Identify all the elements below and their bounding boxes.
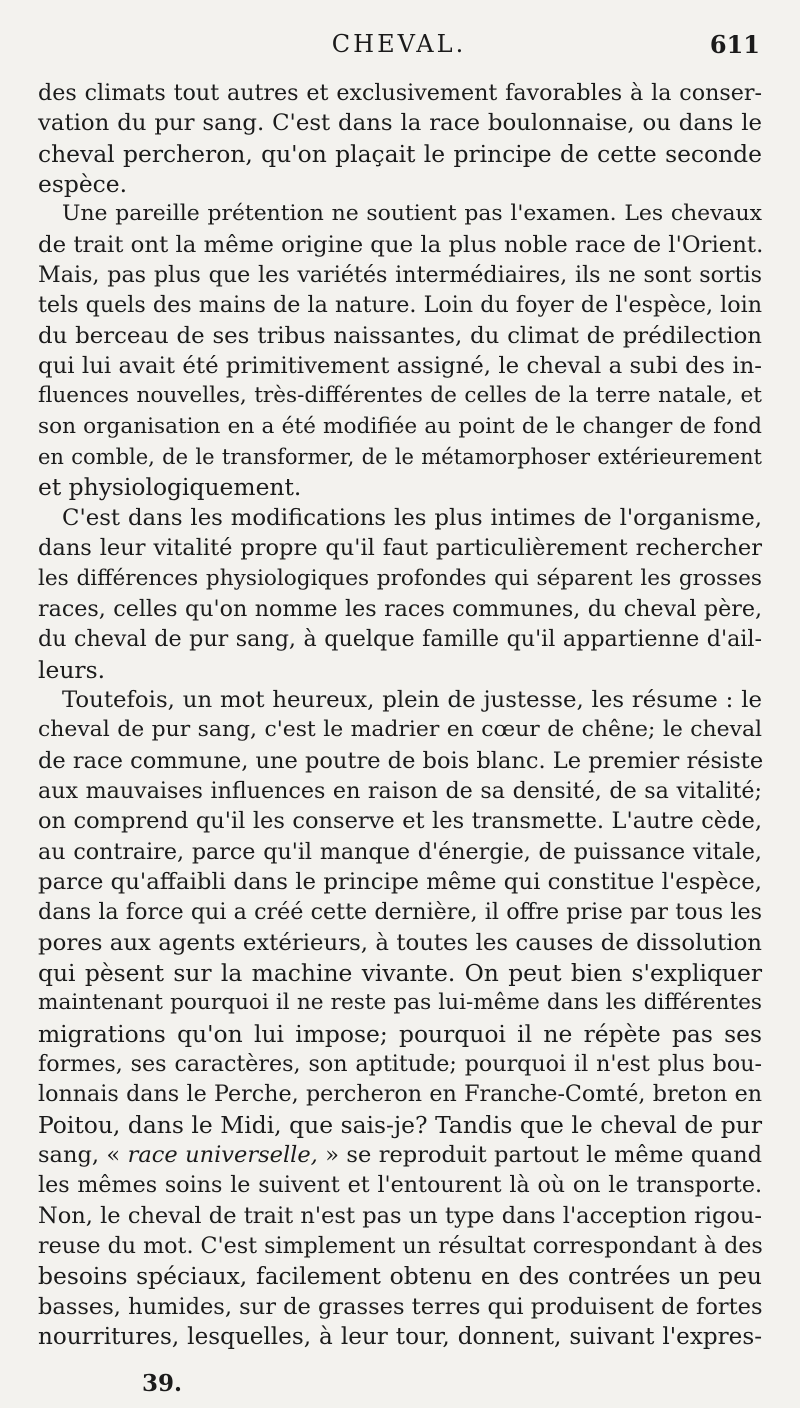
body-text [38,78,762,1352]
text-line: tels quels des mains de la nature. Loin du foyer de l'espèce, loin [38,292,762,319]
text-line: besoins spéciaux, facilement obtenu en des contrées un peu [38,1262,762,1291]
text-line: migrations qu'on lui impose; pourquoi il ne répète pas ses [38,1019,762,1048]
text-line: nourritures, lesquelles, à leur tour, donnent, suivant l'expres- [38,1324,762,1351]
text-line: formes, ses caractères, son aptitude; pourquoi il n'est plus bou- [38,1051,762,1077]
running-head [38,30,760,64]
text-line: Toutefois, un mot heureux, plein de justesse, les résume : le [62,686,762,713]
text-line: sang, « race universelle, » se reproduit partout le même quand [38,1142,763,1169]
text-line: cheval percheron, qu'on plaçait le principe de cette seconde [38,139,762,168]
text-line: du cheval de pur sang, à quelque famille qu'il appartienne d'ail- [38,626,762,653]
text-line: qui pèsent sur la machine vivante. On peut bien s'expliquer [38,958,762,987]
text-line: Poitou, dans le Midi, que sais-je? Tandis que le cheval de pur [38,1110,762,1139]
text-line: de trait ont la même origine que la plus noble race de l'Orient. [38,231,764,258]
text-line: races, celles qu'on nomme les races communes, du cheval père, [38,595,762,622]
italic-phrase: race universelle, [127,1142,318,1169]
text-line: qui lui avait été primitivement assigné, le cheval a subi des in- [38,353,762,380]
text-line: les mêmes soins le suivent et l'entourent là où on le transporte. [38,1172,762,1199]
text-line: basses, humides, sur de grasses terres qui produisent de fortes [38,1293,763,1320]
text-line: espèce. [38,170,128,199]
text-line: du berceau de ses tribus naissantes, du climat de prédilection [38,322,762,349]
text-line: Non, le cheval de trait n'est pas un type dans l'acception rigou- [38,1202,762,1229]
text-line: on comprend qu'il les conserve et les transmette. L'autre cède, [38,808,762,835]
text-line: lonnais dans le Perche, percheron en Franche-Comté, breton en [38,1081,762,1108]
text-line: leurs. [38,655,106,684]
text-line: vation du pur sang. C'est dans la race boulonnaise, ou dans le [38,110,762,137]
text-line: au contraire, parce qu'il manque d'énergie, de puissance vitale, [38,838,762,865]
page-number: 611 [709,30,760,59]
text-line: son organisation en a été modifiée au point de le changer de fond [38,413,762,439]
text-line: cheval de pur sang, c'est le madrier en cœur de chêne; le cheval [38,717,762,743]
text-line: des climats tout autres et exclusivement favorables à la conser- [38,80,762,106]
text-line: aux mauvaises influences en raison de sa densité, de sa vitalité; [38,777,762,804]
text-line: dans leur vitalité propre qu'il faut particulièrement rechercher [38,535,762,562]
text-line: en comble, de le transformer, de le métamorphoser extérieurement [38,445,762,470]
text-line: maintenant pourquoi il ne reste pas lui-même dans les différentes [38,990,762,1016]
text-line: et physiologiquement. [38,473,302,502]
text-line: reuse du mot. C'est simplement un résultat correspondant à des [38,1233,763,1260]
running-title: CHEVAL. [331,30,467,58]
text-line: fluences nouvelles, très-différentes de celles de la terre natale, et [38,383,762,409]
text-line: Mais, pas plus que les variétés intermédiaires, ils ne sont sortis [38,262,762,289]
text-line: C'est dans les modifications les plus intimes de l'organisme, [62,504,762,531]
text-line: de race commune, une poutre de bois blanc. Le premier résiste [38,747,764,774]
text-line: Une pareille prétention ne soutient pas l'examen. Les chevaux [62,201,762,227]
text-line: parce qu'affaibli dans le principe même qui constitue l'espèce, [38,868,762,895]
signature-mark: 39. [142,1370,183,1397]
text-line: dans la force qui a créé cette dernière, il offre prise par tous les [38,899,762,926]
text-line: les différences physiologiques profondes qui séparent les grosses [38,565,762,591]
text-line: pores aux agents extérieurs, à toutes les causes de dissolution [38,929,762,956]
